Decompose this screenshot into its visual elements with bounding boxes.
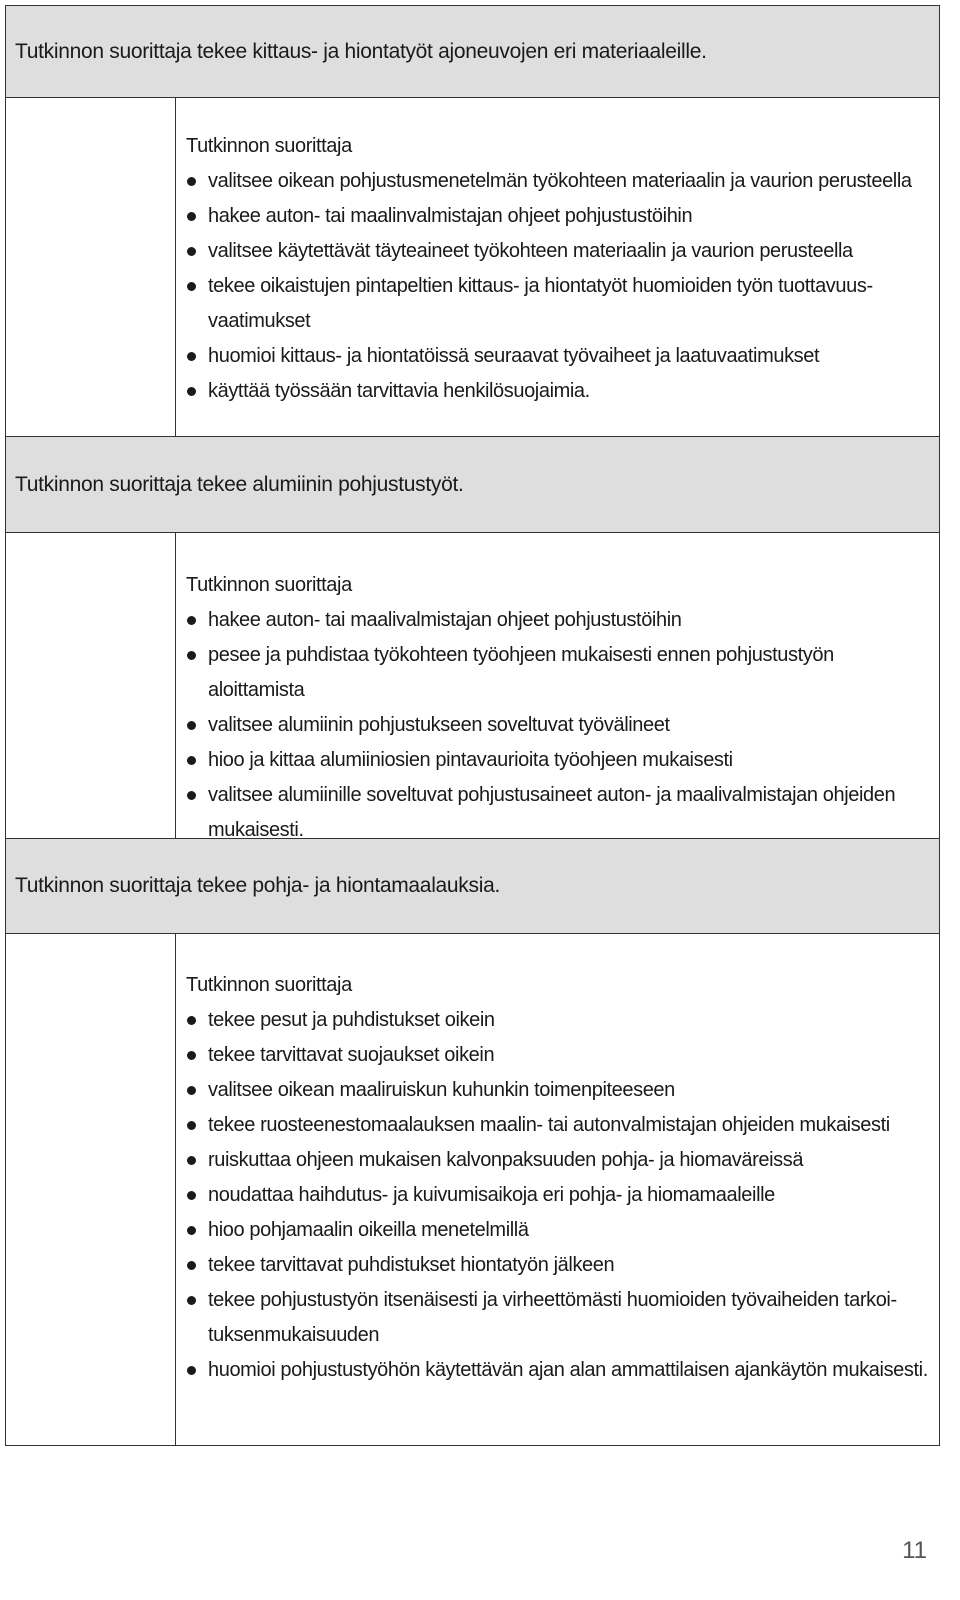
criteria-list (186, 1003, 929, 1388)
criteria-table (5, 5, 940, 1446)
list-item: hakee auton- tai maalivalmistajan ohjeet pohjustustöihin (186, 603, 929, 638)
criteria-cell (176, 934, 939, 1446)
section-heading: Tutkinnon suorittaja tekee kittaus- ja hiontatyöt ajoneuvojen eri materiaaleille. (6, 6, 939, 98)
section-alumiini-pohjustus (6, 437, 939, 839)
list-item: valitsee alumiinin pohjustukseen soveltuvat työvälineet (186, 708, 929, 743)
criteria-cell (176, 533, 939, 841)
criteria-intro: Tutkinnon suorittaja (186, 974, 352, 996)
page-number: 11 (902, 1537, 927, 1564)
list-item: tekee ruosteenestomaalauksen maalin- tai autonvalmistajan ohjeiden mukaisesti (186, 1108, 929, 1143)
criteria-list (186, 164, 929, 409)
list-item: valitsee alumiinille soveltuvat pohjustusaineet auton- ja maalivalmistajan ohjeiden mukaisesti. (186, 778, 929, 848)
list-item: hakee auton- tai maalinvalmistajan ohjeet pohjustustöihin (186, 199, 929, 234)
section-body (6, 98, 939, 437)
empty-cell (6, 934, 176, 1446)
list-item: tekee tarvittavat puhdistukset hiontatyön jälkeen (186, 1248, 929, 1283)
criteria-list (186, 603, 929, 848)
list-item: hioo pohjamaalin oikeilla menetelmillä (186, 1213, 929, 1248)
list-item: tekee pesut ja puhdistukset oikein (186, 1003, 929, 1038)
list-item: tekee pohjustustyön itsenäisesti ja virheettömästi huomioiden työvaiheiden tarkoi-tuksenmukaisuuden (186, 1283, 929, 1353)
empty-cell (6, 533, 176, 838)
section-body (6, 934, 939, 1446)
section-heading: Tutkinnon suorittaja tekee pohja- ja hiontamaalauksia. (6, 839, 939, 934)
criteria-intro: Tutkinnon suorittaja (186, 135, 352, 157)
list-item: huomioi pohjustustyöhön käytettävän ajan alan ammattilaisen ajankäytön mukaisesti. (186, 1353, 929, 1388)
list-item: tekee oikaistujen pintapeltien kittaus- ja hiontatyöt huomioiden työn tuottavuus-vaatimukset (186, 269, 929, 339)
list-item: tekee tarvittavat suojaukset oikein (186, 1038, 929, 1073)
empty-cell (6, 98, 176, 436)
list-item: valitsee käytettävät täyteaineet työkohteen materiaalin ja vaurion perusteella (186, 234, 929, 269)
section-pohja-hiontamaalaus (6, 839, 939, 1446)
section-kittaus-hionta (6, 6, 939, 437)
list-item: ruiskuttaa ohjeen mukaisen kalvonpaksuuden pohja- ja hiomaväreissä (186, 1143, 929, 1178)
criteria-intro: Tutkinnon suorittaja (186, 574, 352, 596)
criteria-cell (176, 98, 939, 436)
section-heading: Tutkinnon suorittaja tekee alumiinin pohjustustyöt. (6, 437, 939, 533)
list-item: noudattaa haihdutus- ja kuivumisaikoja eri pohja- ja hiomamaaleille (186, 1178, 929, 1213)
list-item: hioo ja kittaa alumiiniosien pintavaurioita työohjeen mukaisesti (186, 743, 929, 778)
list-item: käyttää työssään tarvittavia henkilösuojaimia. (186, 374, 929, 409)
list-item: pesee ja puhdistaa työkohteen työohjeen mukaisesti ennen pohjustustyön aloittamista (186, 638, 929, 708)
list-item: valitsee oikean maaliruiskun kuhunkin toimenpiteeseen (186, 1073, 929, 1108)
section-body (6, 533, 939, 839)
list-item: valitsee oikean pohjustusmenetelmän työkohteen materiaalin ja vaurion perusteella (186, 164, 929, 199)
list-item: huomioi kittaus- ja hiontatöissä seuraavat työvaiheet ja laatuvaatimukset (186, 339, 929, 374)
